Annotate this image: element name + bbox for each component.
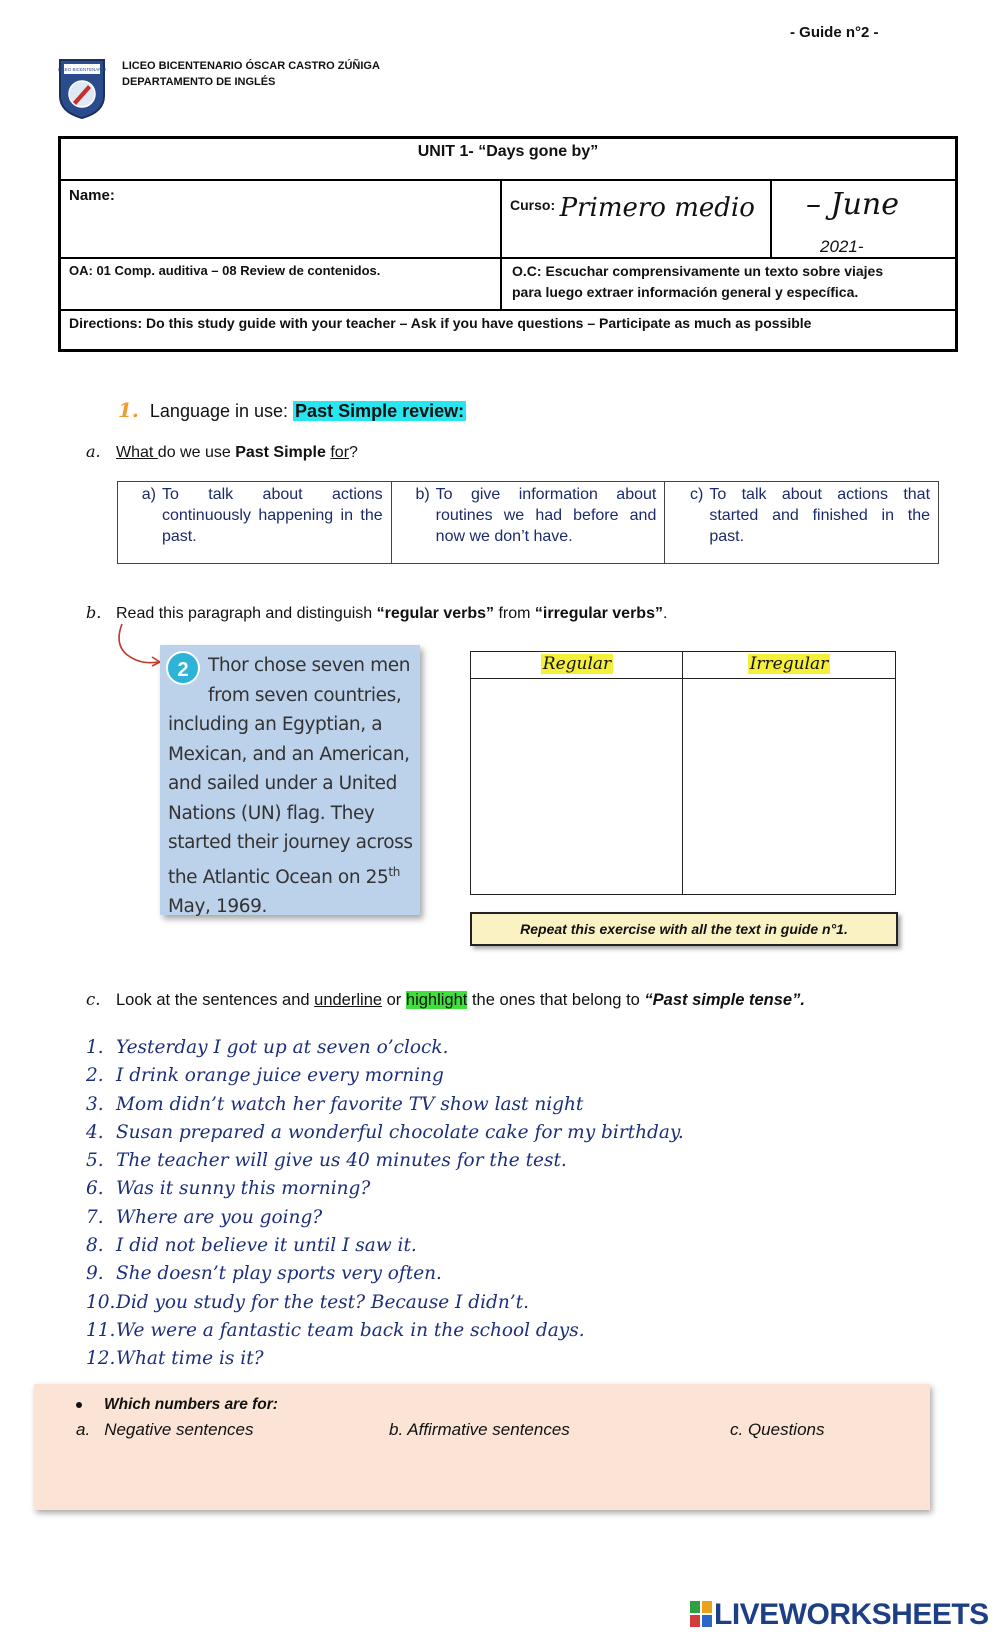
curso-cell bbox=[502, 181, 772, 257]
oc-cell bbox=[502, 259, 955, 309]
sentence-text: Mom didn’t watch her favorite TV show last night bbox=[116, 1093, 584, 1115]
oa-cell bbox=[61, 259, 502, 309]
month-value: – June bbox=[806, 187, 899, 222]
negative-letter: a. bbox=[76, 1420, 91, 1439]
school-info bbox=[122, 58, 380, 90]
sentence-item[interactable] bbox=[86, 1119, 684, 1147]
qc-text: the ones that belong to bbox=[467, 991, 645, 1009]
paragraph-line: Nations (UN) flag. They bbox=[168, 802, 375, 824]
sentence-text: She doesn’t play sports very often. bbox=[116, 1263, 442, 1285]
paragraph-line-text: the Atlantic Ocean on 25 bbox=[168, 866, 389, 888]
reading-paragraph bbox=[160, 645, 420, 918]
qc-highlight: highlight bbox=[405, 991, 468, 1009]
option-letter: b) bbox=[415, 486, 430, 503]
qb-irregular: “irregular verbs” bbox=[534, 605, 663, 622]
paragraph-line: Thor chose seven men bbox=[208, 655, 411, 676]
paragraph-line: including an Egyptian, a bbox=[168, 714, 383, 735]
curved-arrow-icon bbox=[110, 622, 166, 678]
question-b bbox=[86, 603, 667, 623]
liveworksheets-logo bbox=[690, 1598, 989, 1632]
paragraph-line: and sailed under a United bbox=[168, 773, 398, 794]
curso-label: Curso: bbox=[510, 197, 556, 213]
unit-row bbox=[61, 139, 955, 181]
option-a[interactable] bbox=[118, 482, 392, 563]
sentence-item[interactable] bbox=[86, 1175, 684, 1203]
paragraph-line: May, 1969. bbox=[168, 896, 267, 918]
sentence-text: Yesterday I got up at seven o’clock. bbox=[116, 1037, 449, 1058]
oc-line1: O.C: Escuchar comprensivamente un texto sobre viajes bbox=[512, 263, 884, 279]
repeat-note: Repeat this exercise with all the text in guide n°1. bbox=[470, 912, 898, 946]
sentence-item[interactable] bbox=[86, 1034, 684, 1062]
sentence-number: 5. bbox=[86, 1150, 104, 1172]
guide-number: - Guide n°2 - bbox=[790, 24, 879, 41]
sentence-text: Was it sunny this morning? bbox=[116, 1178, 371, 1200]
sentence-text: Susan prepared a wonderful chocolate cake for my birthday. bbox=[116, 1121, 684, 1143]
qa-what: What bbox=[116, 444, 158, 461]
qb-regular: “regular verbs” bbox=[376, 605, 495, 622]
negative-label: Negative sentences bbox=[104, 1420, 254, 1439]
name-row bbox=[61, 181, 955, 259]
option-c[interactable] bbox=[665, 482, 938, 563]
sentence-list bbox=[86, 1034, 684, 1374]
unit-title: UNIT 1- “Days gone by” bbox=[417, 143, 599, 160]
qa-for: for bbox=[330, 444, 350, 461]
sentence-item[interactable] bbox=[86, 1091, 684, 1119]
sentence-number: 6. bbox=[86, 1178, 104, 1200]
regular-column[interactable] bbox=[471, 652, 683, 894]
qa-text: do we use bbox=[157, 444, 236, 461]
objectives-row bbox=[61, 259, 955, 311]
option-b[interactable] bbox=[392, 482, 666, 563]
qc-text: Look at the sentences and bbox=[116, 991, 315, 1009]
directions: Directions: Do this study guide with your teacher – Ask if you have questions – Participate as much as possible bbox=[69, 315, 812, 331]
qb-text: from bbox=[494, 605, 535, 622]
question-a-letter: a. bbox=[86, 442, 101, 461]
section1-heading bbox=[118, 398, 466, 422]
paragraph-line: started their journey across bbox=[168, 832, 413, 853]
sentence-number: 8. bbox=[86, 1235, 104, 1257]
sentence-number: 2. bbox=[86, 1065, 104, 1087]
paragraph-sup: th bbox=[388, 864, 400, 879]
school-crest-icon bbox=[58, 58, 106, 120]
paragraph-line: Mexican, and an American, bbox=[168, 743, 410, 765]
sentence-text: Where are you going? bbox=[116, 1206, 323, 1228]
department-name: DEPARTAMENTO DE INGLÉS bbox=[122, 76, 276, 88]
paragraph-text bbox=[168, 651, 414, 922]
bullet-icon bbox=[76, 1402, 82, 1408]
question-a bbox=[86, 442, 358, 462]
section1-number: 1. bbox=[118, 398, 139, 422]
option-text: To talk about actions that started and finished in the past. bbox=[709, 486, 931, 545]
qc-text: or bbox=[382, 991, 406, 1009]
sentence-text: We were a fantastic team back in the school days. bbox=[116, 1319, 585, 1341]
qc-bold: “Past simple tense”. bbox=[644, 991, 805, 1009]
which-numbers-box bbox=[34, 1384, 930, 1510]
sentence-item[interactable] bbox=[86, 1062, 684, 1090]
sentence-number: 12. bbox=[86, 1348, 116, 1370]
irregular-label: Irregular bbox=[749, 654, 829, 674]
school-name: LICEO BICENTENARIO ÓSCAR CASTRO ZÚÑIGA bbox=[122, 60, 380, 72]
year-value: 2021- bbox=[820, 237, 864, 256]
sentence-item[interactable] bbox=[86, 1204, 684, 1232]
sentence-number: 11. bbox=[86, 1319, 116, 1341]
qc-underline: underline bbox=[314, 991, 383, 1009]
qa-bold: Past Simple bbox=[235, 444, 326, 461]
verb-table-header bbox=[471, 652, 895, 679]
sentence-text: Did you study for the test? Because I didn’t. bbox=[116, 1291, 529, 1313]
date-cell bbox=[772, 181, 955, 257]
sentence-text: What time is it? bbox=[116, 1348, 264, 1370]
name-cell[interactable] bbox=[61, 181, 502, 257]
irregular-header bbox=[683, 654, 895, 674]
option-letter: c) bbox=[690, 486, 704, 503]
sentence-item[interactable] bbox=[86, 1317, 684, 1345]
name-label: Name: bbox=[69, 187, 115, 204]
verb-table bbox=[470, 651, 896, 895]
options-table bbox=[117, 481, 939, 564]
sentence-number: 1. bbox=[86, 1037, 104, 1058]
sentence-text: I did not believe it until I saw it. bbox=[116, 1235, 417, 1257]
oa-text: OA: 01 Comp. auditiva – 08 Review de contenidos. bbox=[69, 263, 381, 278]
sentence-item[interactable] bbox=[86, 1147, 684, 1175]
qb-text: Read this paragraph and distinguish bbox=[116, 605, 377, 622]
option-negative bbox=[76, 1420, 254, 1440]
qb-text: . bbox=[662, 605, 668, 622]
sentence-number: 9. bbox=[86, 1263, 104, 1285]
option-questions: c. Questions bbox=[730, 1420, 825, 1439]
sentence-number: 7. bbox=[86, 1206, 104, 1228]
question-c bbox=[86, 990, 805, 1010]
regular-label: Regular bbox=[542, 654, 612, 674]
question-c-letter: c. bbox=[86, 990, 101, 1009]
logo-text: LIVEWORKSHEETS bbox=[714, 1598, 989, 1631]
section1-title-prefix: Language in use: bbox=[149, 401, 289, 421]
regular-header bbox=[471, 654, 683, 674]
option-text: To talk about actions continuously happening in the past. bbox=[162, 486, 383, 545]
question-b-letter: b. bbox=[86, 603, 102, 622]
paragraph-number: 2 bbox=[166, 651, 200, 685]
sentence-number: 3. bbox=[86, 1093, 104, 1115]
sentence-item[interactable] bbox=[86, 1232, 684, 1260]
oc-line2: para luego extraer información general y específica. bbox=[512, 284, 859, 300]
irregular-column[interactable] bbox=[683, 652, 895, 894]
sentence-number: 10. bbox=[86, 1291, 116, 1313]
liveworksheets-icon bbox=[690, 1601, 712, 1627]
option-affirmative: b. Affirmative sentences bbox=[389, 1420, 570, 1439]
crest-text: LICEO BICENTENARIO bbox=[58, 67, 106, 72]
sentence-number: 4. bbox=[86, 1121, 104, 1143]
info-table bbox=[58, 136, 958, 352]
which-numbers-title: Which numbers are for: bbox=[104, 1396, 278, 1413]
sentence-item[interactable] bbox=[86, 1260, 684, 1288]
paragraph-line: from seven countries, bbox=[208, 684, 402, 706]
section1-title-highlight: Past Simple review: bbox=[295, 401, 465, 421]
curso-value: Primero medio bbox=[559, 193, 755, 223]
option-letter: a) bbox=[141, 486, 156, 503]
sentence-item[interactable] bbox=[86, 1289, 684, 1317]
sentence-text: I drink orange juice every morning bbox=[116, 1065, 444, 1087]
option-text: To give information about routines we had before and now we don’t have. bbox=[435, 486, 657, 545]
paragraph-line bbox=[168, 858, 414, 893]
qa-mark: ? bbox=[349, 444, 358, 461]
sentence-item[interactable] bbox=[86, 1345, 684, 1373]
sentence-text: The teacher will give us 40 minutes for the test. bbox=[116, 1150, 567, 1172]
